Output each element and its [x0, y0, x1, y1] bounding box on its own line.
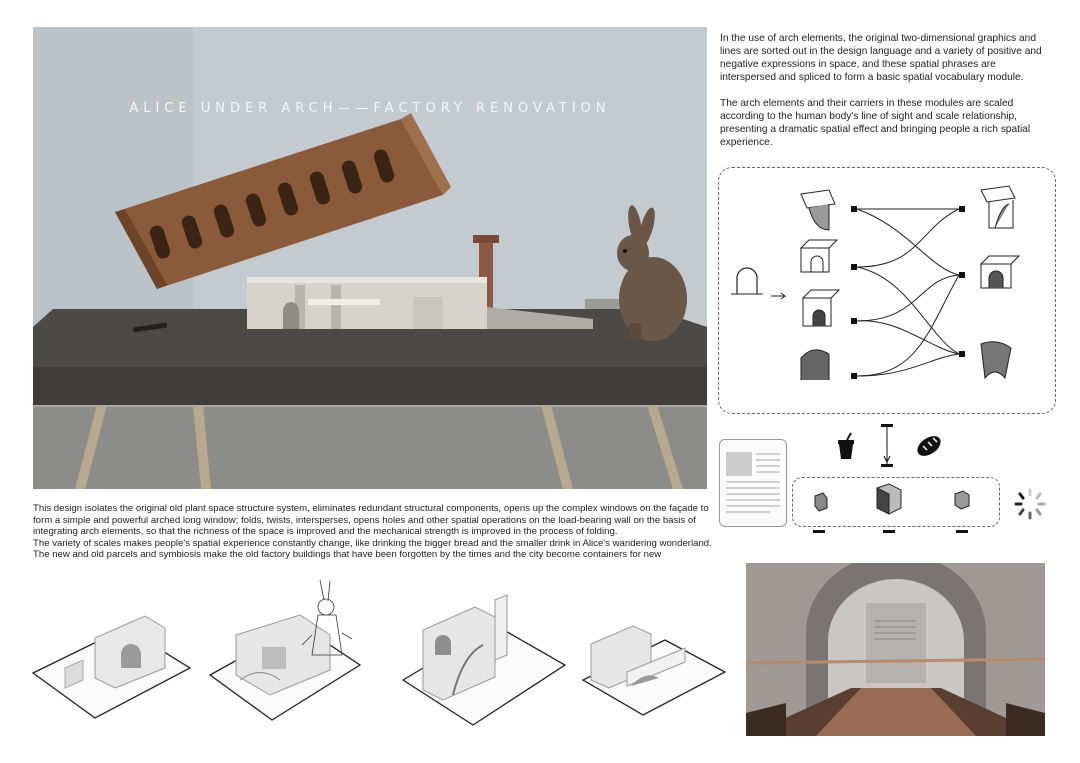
module-sketch-3 [803, 290, 839, 326]
intro-paragraph-2: The arch elements and their carriers in these modules are scaled according to the human body's line of sight and scale relationship, presenting a dramatic spatial effect and bringing people a rich spatial experience. [720, 98, 1031, 148]
module-sketch-7 [981, 342, 1011, 378]
drink-icon [836, 432, 856, 465]
module-sketch-1 [801, 190, 835, 230]
scale-strip [792, 477, 1000, 527]
axonometric-model-4 [575, 600, 735, 740]
scale-mark [883, 530, 895, 533]
intro-paragraph-1: In the use of arch elements, the original two-dimensional graphics and lines are sorted out in the design language and a variety of positive and negative expressions in space, and these spatial phrases are interspersed and spliced to form a basic spatial vocabulary module. [720, 33, 1042, 83]
corridor-render [746, 563, 1045, 736]
description-line-1: This design isolates the original old plant space structure system, eliminates redundant structural components, opens up the complex windows on the façade to form a simple and powerful arched long window; folds, twists, intersperses, opens holes and other spatial operations on the load-bearing wall on the basis of integrating arch elements, so that the richness of the space is improved and the mechanical strength is improved in the process of folding. [33, 503, 709, 538]
hero-scene [33, 27, 707, 489]
diagram-sketch [719, 168, 1055, 413]
module-sketch-6 [981, 256, 1019, 288]
axonometric-model-1 [25, 588, 195, 748]
book-page-thumbnail [719, 439, 787, 527]
arch-module-diagram [718, 167, 1056, 414]
module-sketch-4 [801, 350, 829, 380]
medium-cube-icon [955, 491, 969, 509]
arch-icon [737, 268, 757, 294]
bread-icon [915, 434, 943, 463]
small-cube-icon [815, 493, 827, 511]
scale-mark [813, 530, 825, 533]
module-sketch-5 [981, 186, 1015, 228]
description-line-2: The variety of scales makes people's spatial experience constantly change, like drinking the bigger bread and the smaller drink in Alice's wandering wonderland. [33, 537, 712, 549]
poster-title: ALICE UNDER ARCH——FACTORY RENOVATION [129, 101, 611, 116]
hero-render [33, 27, 707, 489]
spinner-icon [1012, 486, 1048, 527]
scale-mark [956, 530, 968, 533]
axonometric-model-2 [200, 575, 370, 745]
module-sketch-2 [801, 240, 837, 272]
large-cube-icon [877, 484, 901, 514]
description-text [33, 503, 713, 561]
scale-arrow-icon [880, 424, 894, 473]
axonometric-model-3 [395, 585, 570, 750]
description-line-3: The new and old parcels and symbiosis make the old factory buildings that have been forgotten by the times and the city become containers for new [33, 549, 662, 561]
